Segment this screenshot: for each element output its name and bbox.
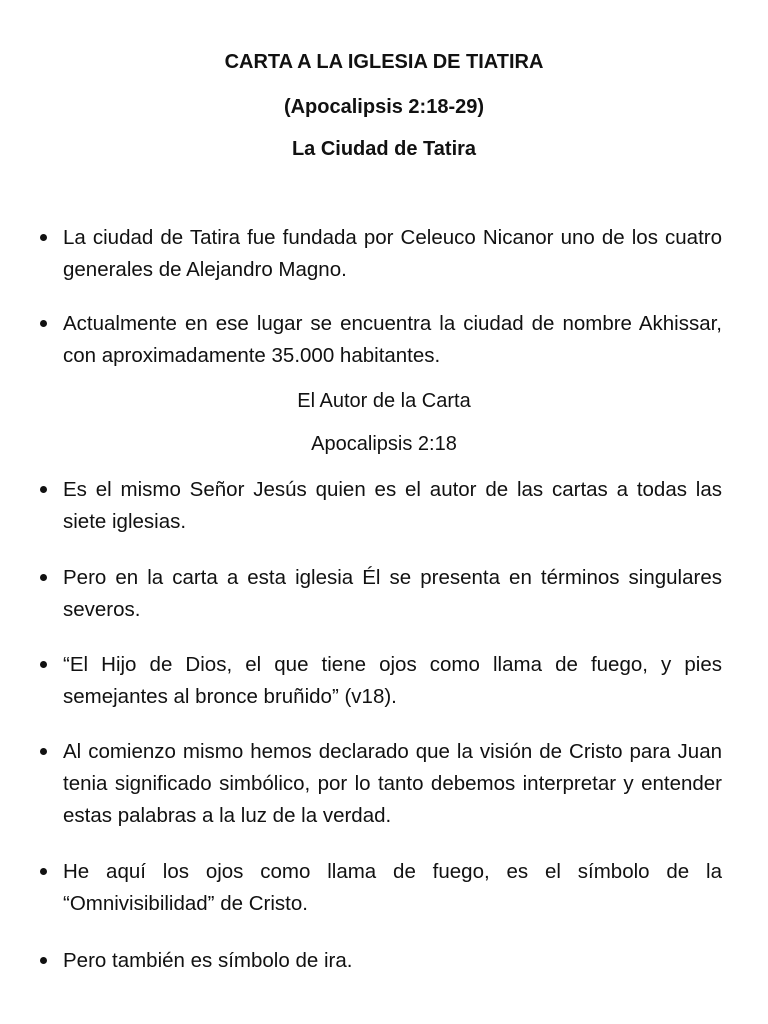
bullet-icon [40,748,47,755]
list-item-text: Pero en la carta a esta iglesia Él se presenta en términos singulares severos. [63,566,722,621]
bullet-icon [40,868,47,875]
bullet-icon [40,320,47,327]
list-item-text: Actualmente en ese lugar se encuentra la ciudad de nombre Akhissar, con aproximadamente 35.000 habitantes. [63,312,722,367]
list-item [40,649,722,713]
section-heading-city: La Ciudad de Tatira [291,138,477,160]
document-title: CARTA A LA IGLESIA DE TIATIRA [224,51,544,73]
bullet-icon [40,957,47,964]
bullet-icon [40,661,47,668]
section-heading-author: El Autor de la Carta [297,390,471,412]
list-item [40,308,722,372]
bullet-icon [40,574,47,581]
section-reference: Apocalipsis 2:18 [311,433,457,455]
list-item-text: Es el mismo Señor Jesús quien es el autor de las cartas a todas las siete iglesias. [63,478,722,533]
list-item-text: Pero también es símbolo de ira. [63,949,353,972]
list-item [40,736,722,832]
list-item-text: “El Hijo de Dios, el que tiene ojos como llama de fuego, y pies semejantes al bronce bruñido” (v18). [63,653,722,708]
bullet-icon [40,486,47,493]
scripture-reference: (Apocalipsis 2:18-29) [283,96,485,118]
list-item [40,222,722,286]
list-item [40,474,722,538]
list-item [40,945,722,977]
list-item-text: Al comienzo mismo hemos declarado que la visión de Cristo para Juan tenia significado simbólico, por lo tanto debemos interpretar y entender estas palabras a la luz de la verdad. [63,740,722,827]
list-item [40,562,722,626]
list-item-text: He aquí los ojos como llama de fuego, es el símbolo de la “Omnivisibilidad” de Cristo. [63,860,722,915]
list-item-text: La ciudad de Tatira fue fundada por Celeuco Nicanor uno de los cuatro generales de Alejandro Magno. [63,226,722,281]
list-item [40,856,722,920]
bullet-icon [40,234,47,241]
